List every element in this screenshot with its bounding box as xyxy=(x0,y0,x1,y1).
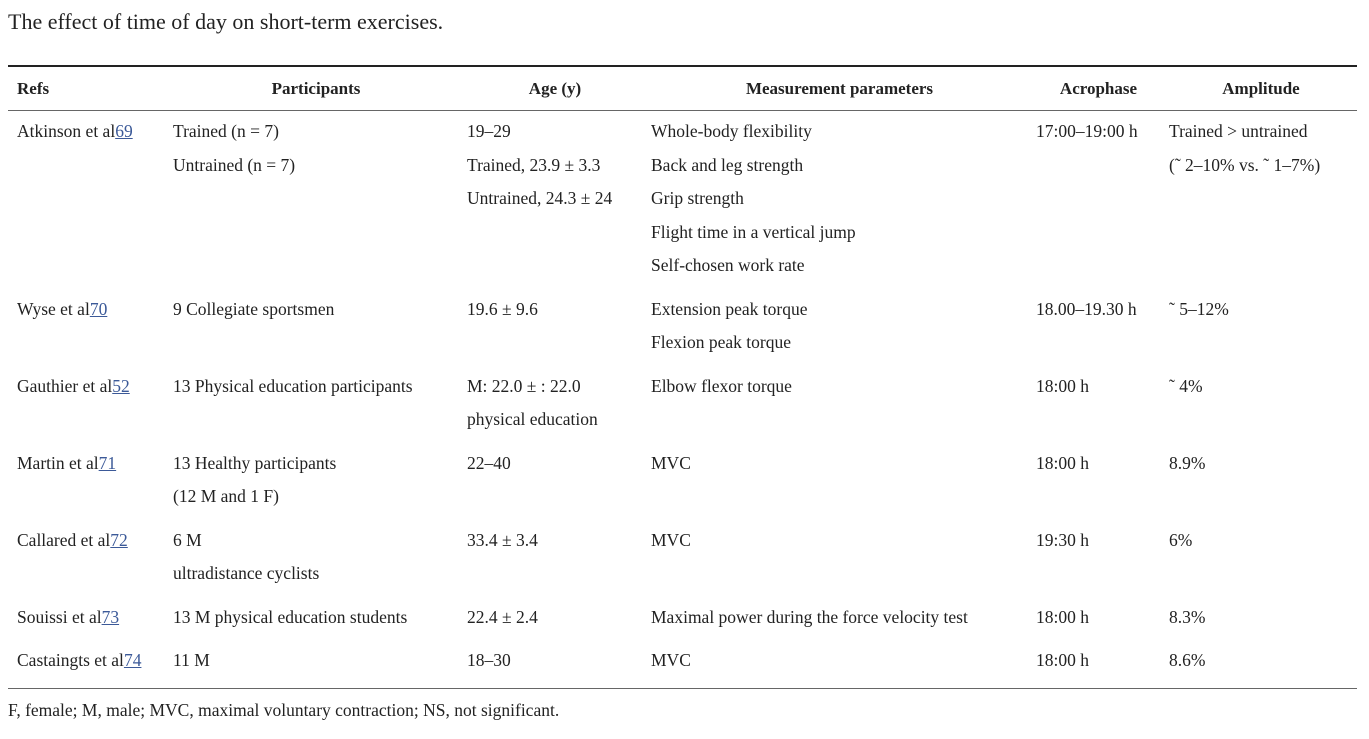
cell-participants-line: ultradistance cyclists xyxy=(173,563,320,583)
cell-measurement-line: Whole-body flexibility xyxy=(651,121,812,141)
ref-author: Atkinson et al xyxy=(17,121,116,141)
cell-participants-line: Untrained (n = 7) xyxy=(173,154,296,175)
cell-amplitude xyxy=(1165,640,1357,688)
data-table-container xyxy=(8,65,1357,689)
cell-age-line: 19.6 ± 9.6 xyxy=(467,298,538,319)
ref-author: Martin et al xyxy=(17,452,99,473)
cell-acrophase xyxy=(1032,443,1165,520)
cell-amplitude-line: 8.9% xyxy=(1169,452,1206,473)
header-measurement: Measurement parameters xyxy=(647,66,1032,111)
cell-acrophase xyxy=(1032,520,1165,597)
table-body xyxy=(8,111,1357,689)
cell-participants xyxy=(169,111,463,289)
cell-amplitude-line: 8.3% xyxy=(1169,606,1206,627)
ref-author: Gauthier et al xyxy=(17,375,113,396)
header-age: Age (y) xyxy=(463,66,647,111)
cell-age-line: 22–40 xyxy=(467,452,511,473)
cell-participants-line: 6 M xyxy=(173,529,202,550)
table-row xyxy=(8,111,1357,289)
table-header-row xyxy=(8,66,1357,111)
cell-age xyxy=(463,640,647,688)
cell-acrophase-line: 18:00 h xyxy=(1036,606,1089,627)
table-row xyxy=(8,289,1357,366)
cell-age-line: M: 22.0 ± : 22.0 xyxy=(467,375,581,396)
ref-citation-link[interactable]: 70 xyxy=(89,298,108,319)
cell-measurement-line: MVC xyxy=(651,452,691,473)
cell-acrophase-line: 18:00 h xyxy=(1036,650,1089,670)
cell-measurement xyxy=(647,443,1032,520)
cell-participants xyxy=(169,443,463,520)
ref-author: Wyse et al xyxy=(17,298,90,319)
cell-acrophase xyxy=(1032,366,1165,443)
cell-age-line: Untrained, 24.3 ± 24 xyxy=(467,188,613,208)
cell-age-line: Trained, 23.9 ± 3.3 xyxy=(467,154,601,175)
cell-refs xyxy=(8,520,169,597)
cell-participants xyxy=(169,597,463,641)
header-refs: Refs xyxy=(8,66,169,111)
ref-citation-link[interactable]: 69 xyxy=(115,121,133,141)
cell-age-line: physical education xyxy=(467,409,598,429)
cell-measurement xyxy=(647,366,1032,443)
cell-acrophase xyxy=(1032,597,1165,641)
cell-acrophase-line: 18:00 h xyxy=(1036,452,1089,473)
cell-acrophase xyxy=(1032,289,1165,366)
cell-measurement xyxy=(647,640,1032,688)
cell-amplitude-line: ˜ 4% xyxy=(1169,375,1203,396)
cell-participants xyxy=(169,289,463,366)
cell-participants-line: 13 Healthy participants xyxy=(173,452,337,473)
cell-age xyxy=(463,443,647,520)
ref-line xyxy=(17,370,165,404)
table-row xyxy=(8,640,1357,688)
cell-measurement xyxy=(647,111,1032,289)
cell-amplitude-line: (˜ 2–10% vs. ˜ 1–7%) xyxy=(1169,154,1321,175)
cell-amplitude-line: 6% xyxy=(1169,529,1193,550)
cell-refs xyxy=(8,597,169,641)
cell-measurement xyxy=(647,597,1032,641)
cell-amplitude xyxy=(1165,520,1357,597)
ref-line xyxy=(17,601,165,635)
table-row xyxy=(8,597,1357,641)
cell-age xyxy=(463,289,647,366)
cell-amplitude xyxy=(1165,597,1357,641)
cell-amplitude-line: ˜ 5–12% xyxy=(1169,298,1229,319)
cell-age xyxy=(463,520,647,597)
cell-measurement-line: Self-chosen work rate xyxy=(651,255,805,275)
cell-participants-line: 9 Collegiate sportsmen xyxy=(173,298,335,319)
ref-line xyxy=(17,447,165,481)
cell-measurement-line: Maximal power during the force velocity test xyxy=(651,606,968,627)
cell-measurement-line: Flight time in a vertical jump xyxy=(651,221,856,242)
cell-acrophase-line: 19:30 h xyxy=(1036,529,1089,550)
cell-age xyxy=(463,111,647,289)
cell-acrophase-line: 18:00 h xyxy=(1036,375,1089,396)
ref-author: Callared et al xyxy=(17,529,111,550)
data-table xyxy=(8,65,1357,689)
cell-participants xyxy=(169,520,463,597)
cell-amplitude xyxy=(1165,366,1357,443)
cell-acrophase-line: 17:00–19:00 h xyxy=(1036,121,1138,141)
cell-amplitude-line: 8.6% xyxy=(1169,650,1206,670)
table-footnote: F, female; M, male; MVC, maximal voluntary contraction; NS, not significant. xyxy=(8,700,560,720)
cell-measurement-line: Grip strength xyxy=(651,188,744,208)
cell-measurement-line: Elbow flexor torque xyxy=(651,375,792,396)
cell-participants xyxy=(169,366,463,443)
cell-age-line: 18–30 xyxy=(467,650,511,670)
cell-measurement xyxy=(647,520,1032,597)
cell-participants-line: Trained (n = 7) xyxy=(173,121,279,141)
header-participants: Participants xyxy=(169,66,463,111)
cell-amplitude xyxy=(1165,111,1357,289)
cell-measurement-line: MVC xyxy=(651,650,691,670)
ref-citation-link[interactable]: 52 xyxy=(112,375,130,396)
table-caption: The effect of time of day on short-term exercises. xyxy=(8,9,444,34)
header-amplitude: Amplitude xyxy=(1165,66,1357,111)
cell-measurement-line: Back and leg strength xyxy=(651,154,804,175)
cell-amplitude xyxy=(1165,289,1357,366)
ref-line xyxy=(17,115,165,149)
cell-refs xyxy=(8,443,169,520)
cell-refs xyxy=(8,366,169,443)
cell-acrophase xyxy=(1032,640,1165,688)
ref-line xyxy=(17,644,165,678)
cell-amplitude xyxy=(1165,443,1357,520)
cell-participants-line: (12 M and 1 F) xyxy=(173,486,279,506)
cell-measurement xyxy=(647,289,1032,366)
cell-participants xyxy=(169,640,463,688)
cell-participants-line: 11 M xyxy=(173,650,210,670)
table-row xyxy=(8,443,1357,520)
ref-citation-link[interactable]: 71 xyxy=(98,452,117,473)
cell-amplitude-line: Trained > untrained xyxy=(1169,121,1308,141)
cell-age-line: 33.4 ± 3.4 xyxy=(467,529,538,550)
ref-author: Castaingts et al xyxy=(17,650,124,670)
table-row xyxy=(8,366,1357,443)
cell-acrophase-line: 18.00–19.30 h xyxy=(1036,298,1137,319)
ref-citation-link[interactable]: 73 xyxy=(101,606,120,627)
cell-refs xyxy=(8,640,169,688)
cell-age-line: 22.4 ± 2.4 xyxy=(467,606,538,627)
cell-measurement-line: Flexion peak torque xyxy=(651,332,791,352)
ref-line xyxy=(17,293,165,327)
cell-acrophase xyxy=(1032,111,1165,289)
ref-citation-link[interactable]: 74 xyxy=(123,650,142,670)
header-acrophase: Acrophase xyxy=(1032,66,1165,111)
cell-measurement-line: MVC xyxy=(651,529,691,550)
cell-age xyxy=(463,597,647,641)
ref-line xyxy=(17,524,165,558)
cell-age-line: 19–29 xyxy=(467,121,511,141)
cell-participants-line: 13 Physical education participants xyxy=(173,375,413,396)
ref-author: Souissi et al xyxy=(17,606,102,627)
cell-refs xyxy=(8,289,169,366)
cell-measurement-line: Extension peak torque xyxy=(651,298,808,319)
cell-participants-line: 13 M physical education students xyxy=(173,606,408,627)
cell-refs xyxy=(8,111,169,289)
ref-citation-link[interactable]: 72 xyxy=(110,529,128,550)
table-row xyxy=(8,520,1357,597)
cell-age xyxy=(463,366,647,443)
